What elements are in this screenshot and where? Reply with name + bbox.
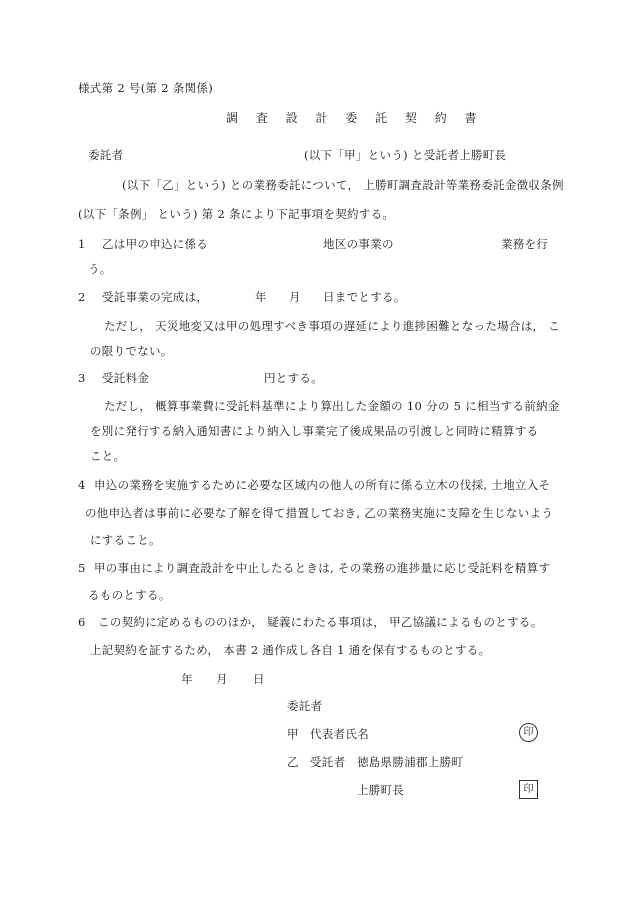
item-2-text-a: 受託事業の完成は，	[102, 290, 209, 304]
seal-square-icon: 印	[519, 780, 538, 799]
intro-line-2: (以下「乙」という) との業務委託について， 上勝町調査設計等業務委託金徴収条例	[122, 178, 564, 192]
item-1-text-b: 地区の事業の	[323, 237, 394, 251]
entruster-label: 委託者	[88, 148, 124, 162]
item-2-proviso-2: の限りでない。	[90, 344, 173, 358]
form-label: 様式第 2 号(第 2 条関係)	[78, 81, 214, 95]
document-title: 調 査 設 計 委 託 契 約 書	[226, 111, 484, 125]
date-month: 月	[216, 672, 228, 686]
intro-line-3: (以下「条例」 という) 第 2 条により下記事項を契約する。	[78, 207, 395, 221]
date-day: 日	[253, 672, 265, 686]
item-1-number: 1	[78, 237, 86, 251]
item-1-text-c: 業務を行	[501, 237, 549, 251]
item-1-text-d: う。	[88, 262, 112, 276]
intro-kou-definition: (以下「甲」という) と受託者上勝町長	[304, 148, 507, 162]
item-6-line-1: この契約に定めるもののほか， 疑義にわたる事項は， 甲乙協議によるものとする。	[98, 615, 543, 629]
item-4-line-1: 申込の業務を実施するために必要な区域内の他人の所有に係る立木の伐採, 土地立入そ	[94, 478, 551, 492]
item-1-text-a: 乙は甲の申込に係る	[102, 237, 209, 251]
signature-entruster-label: 委託者	[287, 699, 323, 713]
item-2-number: 2	[78, 290, 86, 304]
item-2-year: 年	[255, 290, 267, 304]
item-2-month: 月	[289, 290, 301, 304]
signature-kou-mark: 甲	[287, 727, 299, 741]
closing-statement: 上記契約を証するため， 本書 2 通作成し各自 1 通を保有するものとする。	[90, 643, 491, 657]
item-3-text-a: 受託料金	[102, 371, 150, 385]
item-2-text-c: 日までとする。	[323, 290, 406, 304]
signature-kou-name-label: 代表者氏名	[310, 727, 369, 741]
item-4-number: 4	[78, 478, 86, 492]
item-5-line-2: るものとする。	[88, 588, 171, 602]
item-3-text-b: 円とする。	[264, 371, 323, 385]
signature-otsu-mark: 乙	[287, 755, 299, 769]
signature-otsu-role: 受託者	[310, 755, 346, 769]
item-5-number: 5	[78, 561, 86, 575]
item-3-number: 3	[78, 371, 86, 385]
date-year: 年	[181, 672, 193, 686]
seal-circle-icon: 印	[519, 723, 538, 742]
item-6-number: 6	[78, 615, 86, 629]
item-2-proviso-1: ただし， 天災地変又は甲の処理すべき事項の遅延により進捗困難となった場合は， こ	[104, 319, 561, 333]
item-3-proviso-3: こと。	[90, 449, 126, 463]
item-4-line-3: にすること。	[90, 533, 161, 547]
signature-otsu-name: 上勝町長	[357, 783, 405, 797]
signature-otsu-address: 徳島県勝浦郡上勝町	[357, 755, 464, 769]
item-3-proviso-1: ただし， 概算事業費に受託料基準により算出した金額の 10 分の 5 に相当する前納金	[104, 399, 560, 413]
item-4-line-2: の他申込者は事前に必要な了解を得て措置しておき, 乙の業務実施に支障を生じないよう	[85, 506, 554, 520]
item-5-line-1: 甲の事由により調査設計を中止したるときは, その業務の進捗量に応じ受託料を精算す	[94, 561, 551, 575]
item-3-proviso-2: を別に発行する納入通知書により納入し事業完了後成果品の引渡しと同時に精算する	[90, 424, 539, 438]
